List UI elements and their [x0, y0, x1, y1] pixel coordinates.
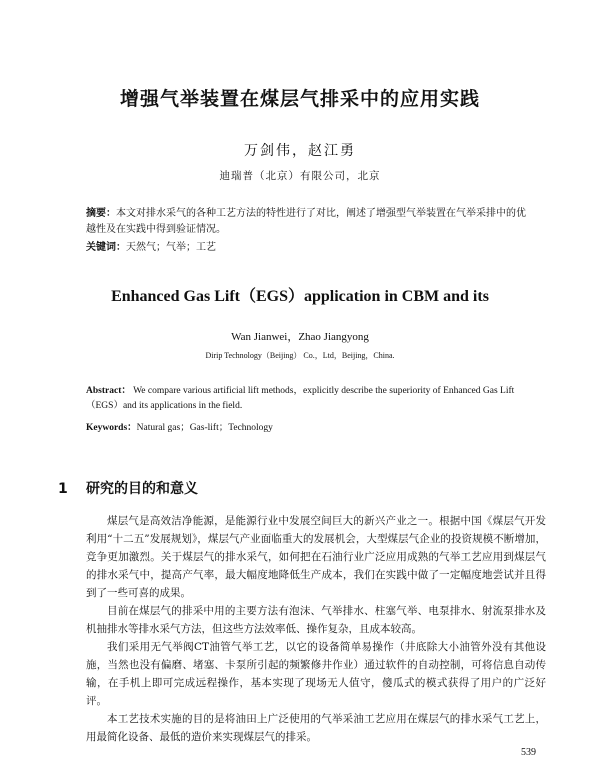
- section-number: 1: [58, 481, 68, 497]
- chinese-title: 增强气举装置在煤层气排采中的应用实践: [119, 88, 480, 110]
- chinese-keywords: [86, 240, 526, 256]
- chinese-affiliation: 迪瑞普（北京）有限公司，北京: [219, 170, 381, 182]
- english-keywords-label: Keywords：: [86, 423, 137, 433]
- page-number: 539: [521, 747, 536, 758]
- chinese-keywords-text: 天然气；气举；工艺: [126, 242, 216, 253]
- english-authors: Wan Jianwei，Zhao Jiangyong: [231, 331, 369, 343]
- english-abstract-label: Abstract：: [86, 386, 131, 396]
- chinese-abstract-label: 摘要：: [86, 208, 116, 219]
- paragraph: 煤层气是高效洁净能源，是能源行业中发展空间巨大的新兴产业之一。根据中国《煤层气开发利用“十二五”发展规划》，煤层气产业面临重大的发展机会，大型煤层气企业的投资规模不断增加，竞争更加激烈。关于煤层气的排水采气，如何把在石油行业广泛应用成熟的气举工艺应用到煤层气的排水采气中，提高产气率，最大幅度地降低生产成本，我们在实践中做了一定幅度地尝试并且得到了一些可喜的成果。: [86, 515, 546, 599]
- section-heading: [58, 478, 198, 498]
- paragraph: 我们采用无气举阀CT油管气举工艺，以它的设备简单易操作（井底除大小油管外没有其他设施，当然也没有偏磨、堵塞、卡泵所引起的频繁修井作业）通过软件的自动控制，可将信息自动传输，在手机上即可完成远程操作，基本实现了现场无人值守，傻瓜式的模式获得了用户的广泛好评。: [86, 641, 546, 707]
- chinese-authors: 万剑伟，赵江勇: [244, 143, 356, 159]
- body-text: [86, 512, 546, 746]
- english-abstract-text: We compare various artificial lift methods，explicitly describe the superiority of Enhanced Gas Lift（EGS）and its applications in the field.: [86, 386, 515, 411]
- english-abstract: [86, 384, 526, 414]
- paragraph: 本工艺技术实施的目的是将油田上广泛使用的气举采油工艺应用在煤层气的排水采气工艺上，用最简化设备、最低的造价来实现煤层气的排采。: [86, 713, 546, 743]
- section-title: 研究的目的和意义: [86, 481, 198, 497]
- chinese-keywords-label: 关键词：: [86, 242, 126, 253]
- english-affiliation: Dirip Technology（Beijing） Co.，Ltd，Beijing，China.: [205, 351, 395, 360]
- english-title: Enhanced Gas Lift（EGS）application in CBM and its: [111, 288, 489, 305]
- english-keywords: [86, 420, 526, 436]
- english-keywords-text: Natural gas；Gas-lift；Technology: [136, 423, 273, 433]
- paragraph: 目前在煤层气的排采中用的主要方法有泡沫、气举排水、柱塞气举、电泵排水、射流泵排水及机抽排水等排水采气方法，但这些方法效率低、操作复杂，且成本较高。: [86, 605, 546, 635]
- chinese-abstract: [86, 206, 526, 238]
- chinese-abstract-text: 本文对排水采气的各种工艺方法的特性进行了对比，阐述了增强型气举装置在气举采排中的优越性及在实践中得到验证情况。: [86, 208, 526, 235]
